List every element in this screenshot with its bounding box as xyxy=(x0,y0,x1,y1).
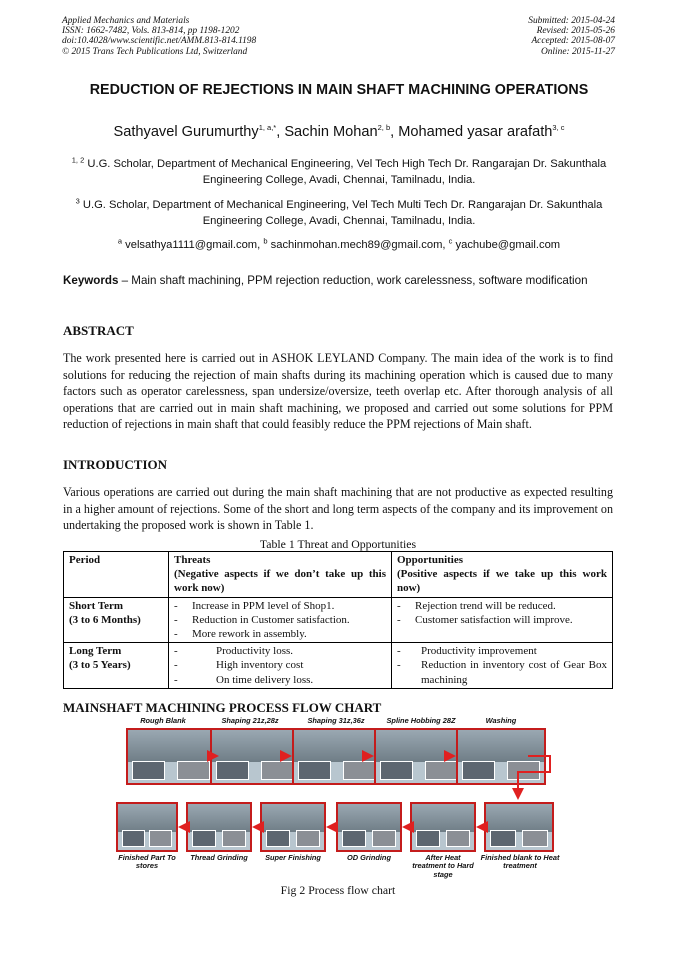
aff-text: U.G. Scholar, Department of Mechanical Engineering, Vel Tech High Tech Dr. Rangarajan Dr. Sakunthala Engineering College, Avadi, Chennai, Tamilnadu, India. xyxy=(87,158,607,186)
date-line: Online: 2015-11-27 xyxy=(540,46,615,57)
email-sup: b xyxy=(263,236,268,246)
opps-cell xyxy=(392,597,613,643)
dates-info xyxy=(528,16,615,57)
period-range: (3 to 5 Years) xyxy=(69,659,131,672)
header-period: Period xyxy=(69,554,101,566)
step-label: Shaping 31z,36z xyxy=(307,716,365,725)
author-sep: , xyxy=(276,124,285,140)
dash: - xyxy=(174,628,178,641)
step-label: Finished blank to Heat treatment xyxy=(480,853,560,871)
aff-sup: 3 xyxy=(75,196,80,206)
author-sup: 3, c xyxy=(552,123,565,133)
process-flow-chart xyxy=(110,714,570,884)
dash: - xyxy=(174,645,178,658)
dash: - xyxy=(174,613,178,626)
dash: - xyxy=(397,645,401,658)
step-label: Rough Blank xyxy=(140,716,186,725)
period-cell xyxy=(64,643,169,689)
opp-item: Productivity improvement xyxy=(421,645,537,658)
threat-opportunity-table xyxy=(63,551,613,689)
aff-text: U.G. Scholar, Department of Mechanical Engineering, Vel Tech Multi Tech Dr. Rangarajan Dr. Sakunthala Engineering College, Avadi, Chennai, Tamilnadu, India. xyxy=(82,199,603,227)
opp-item: Rejection trend will be reduced. xyxy=(415,599,556,612)
dash: - xyxy=(174,659,178,672)
journal-line: © 2015 Trans Tech Publications Ltd, Switzerland xyxy=(62,46,248,57)
email-link[interactable]: sachinmohan.mech89@gmail.com xyxy=(270,239,443,251)
threat-item: Productivity loss. xyxy=(216,645,294,658)
step-label: Washing xyxy=(485,716,517,725)
period-cell xyxy=(64,597,169,643)
abstract-text: The work presented here is carried out in ASHOK LEYLAND Company. The main idea of the work is to find solutions for reducing the rejection of main shafts during its machining operation which is caused due to many factors such as operator carelessness, span undersize/oversize, teeth overlap etc. After thorough analysis of all operations that are carried out in main shaft machining, we proposed and carried out some solutions for PPM reduction of rejections in main shaft that could feasibly reduce the PPM rejections of Main shaft. xyxy=(63,351,613,431)
email-sep: , xyxy=(257,239,264,251)
introduction-text: Various operations are carried out during the main shaft machining that are not productive as expected resulting in a higher amount of rejections. Some of the short and long term aspects of the company and its improvement on undertaking the proposed work is shown in Table 1. xyxy=(63,485,613,532)
table-row xyxy=(64,643,613,689)
date-line: Revised: 2015-05-26 xyxy=(536,26,615,37)
author-name: Sathyavel Gurumurthy xyxy=(113,124,259,140)
journal-line: Applied Mechanics and Materials xyxy=(62,16,190,26)
email-sup: a xyxy=(117,236,123,246)
keywords-label: Keywords xyxy=(63,274,119,287)
aff-sup: 1, 2 xyxy=(71,155,85,165)
emails xyxy=(62,238,616,254)
authors xyxy=(62,124,616,140)
threat-item: Increase in PPM level of Shop1. xyxy=(192,599,335,612)
introduction-heading: INTRODUCTION xyxy=(63,457,168,472)
affiliation-1 xyxy=(62,157,616,188)
figure-caption: Fig 2 Process flow chart xyxy=(280,883,396,897)
step-label: OD Grinding xyxy=(347,853,391,862)
author-name: Mohamed yasar arafath xyxy=(398,124,553,140)
opps-cell xyxy=(392,643,613,689)
journal-line: ISSN: 1662-7482, Vols. 813-814, pp 1198-1202 xyxy=(62,26,240,37)
keywords-text: – Main shaft machining, PPM rejection reduction, work carelessness, software modification xyxy=(118,274,588,287)
header-opps: Opportunities xyxy=(397,554,464,566)
period-label: Long Term xyxy=(69,645,122,658)
threat-item: Reduction in Customer satisfaction. xyxy=(192,613,350,626)
journal-line: doi:10.4028/www.scientific.net/AMM.813-814.1198 xyxy=(62,36,257,47)
table-header-cell xyxy=(392,552,613,598)
flowchart-heading: MAINSHAFT MACHINING PROCESS FLOW CHART xyxy=(63,700,382,715)
dash: - xyxy=(397,659,401,672)
author-name: Sachin Mohan xyxy=(284,124,378,140)
journal-info xyxy=(62,16,256,57)
threat-item: High inventory cost xyxy=(216,659,304,672)
arrow-icon xyxy=(518,756,550,798)
step-label: Shaping 21z,28z xyxy=(221,716,279,725)
keywords xyxy=(63,274,615,289)
email-sep: , xyxy=(442,239,449,251)
table-header-row xyxy=(64,552,613,598)
step-label: After Heat treatment to Hard stage xyxy=(412,853,474,879)
opp-item: Customer satisfaction will improve. xyxy=(415,613,573,626)
date-line: Accepted: 2015-08-07 xyxy=(531,36,615,47)
abstract-heading: ABSTRACT xyxy=(63,323,134,338)
dash: - xyxy=(174,673,178,686)
dash: - xyxy=(397,613,401,626)
dash: - xyxy=(174,599,178,612)
step-label: Finished Part To stores xyxy=(118,853,176,871)
author-sup: 1, a,* xyxy=(258,123,277,133)
table-caption: Table 1 Threat and Opportunities xyxy=(259,537,417,551)
email-sup: c xyxy=(448,236,453,246)
header-opps-sub: (Positive aspects if we take up this work now) xyxy=(397,568,607,595)
header-threats-sub: (Negative aspects if we don’t take up this work now) xyxy=(174,568,386,595)
email-link[interactable]: velsathya1111@gmail.com xyxy=(125,239,258,251)
date-line: Submitted: 2015-04-24 xyxy=(528,16,615,26)
period-label: Short Term xyxy=(69,599,124,612)
opp-item: Reduction in inventory cost of Gear Box machining xyxy=(421,659,607,686)
author-sep: , xyxy=(390,124,399,140)
period-range: (3 to 6 Months) xyxy=(69,613,141,626)
threat-item: More rework in assembly. xyxy=(192,628,307,641)
table-header-cell xyxy=(64,552,169,598)
step-label: Super Finishing xyxy=(265,853,321,862)
header-threats: Threats xyxy=(174,554,211,566)
step-label: Thread Grinding xyxy=(190,853,248,862)
email-link[interactable]: yachube@gmail.com xyxy=(455,239,561,251)
threat-item: On time delivery loss. xyxy=(216,673,314,686)
step-label: Spline Hobbing 28Z xyxy=(386,716,456,725)
dash: - xyxy=(397,599,401,612)
author-sup: 2, b xyxy=(377,123,391,133)
affiliation-2 xyxy=(62,198,616,229)
paper-title: REDUCTION OF REJECTIONS IN MAIN SHAFT MACHINING OPERATIONS xyxy=(89,82,589,98)
threats-cell xyxy=(169,597,392,643)
table-header-cell xyxy=(169,552,392,598)
table-row xyxy=(64,597,613,643)
threats-cell xyxy=(169,643,392,689)
